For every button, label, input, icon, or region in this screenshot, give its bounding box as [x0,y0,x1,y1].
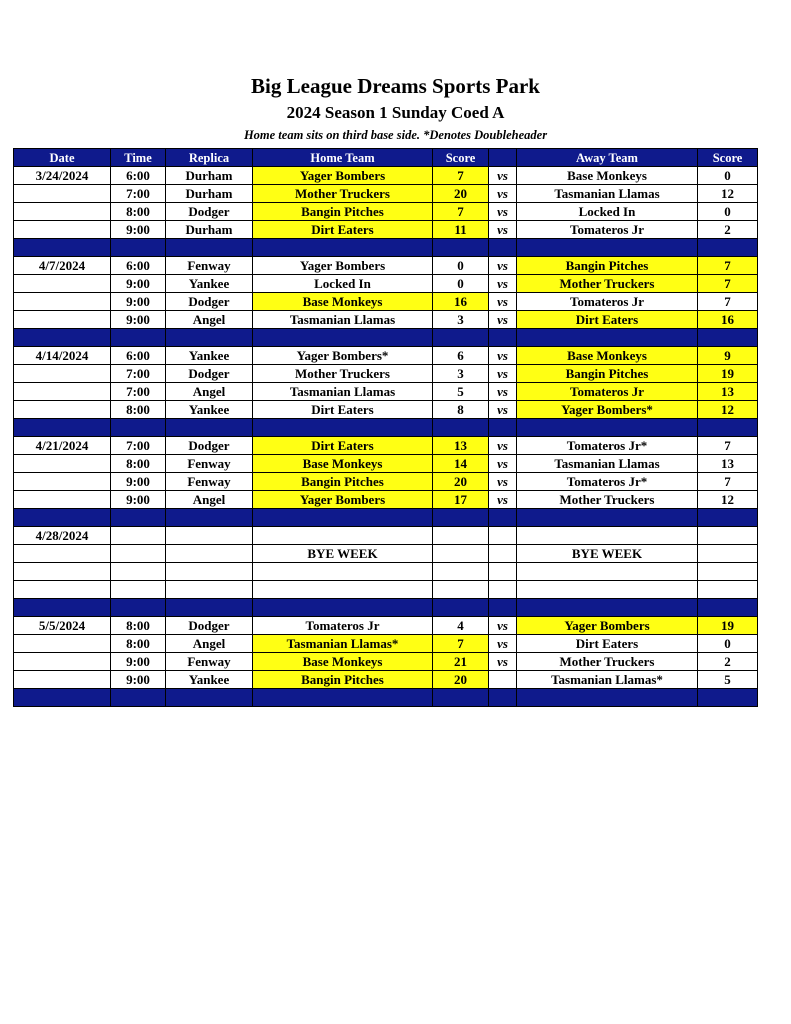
time-cell: 6:00 [111,347,166,365]
home-team-cell: Base Monkeys [253,293,433,311]
away-team-cell: Mother Truckers [517,275,698,293]
separator-cell [14,419,111,437]
home-team-cell [253,527,433,545]
vs-cell: vs [489,311,517,329]
time-cell: 7:00 [111,185,166,203]
replica-cell: Angel [166,491,253,509]
home-score-cell [433,527,489,545]
time-cell: 9:00 [111,293,166,311]
table-row [14,437,758,455]
home-team-cell: Yager Bombers* [253,347,433,365]
away-score-cell: 12 [698,491,758,509]
separator-cell [489,239,517,257]
separator-cell [698,599,758,617]
away-team-cell: Tomateros Jr [517,293,698,311]
separator-cell [166,329,253,347]
home-score-cell: 8 [433,401,489,419]
vs-cell: vs [489,347,517,365]
replica-cell [166,527,253,545]
replica-cell: Yankee [166,347,253,365]
separator-cell [166,689,253,707]
home-team-cell: Mother Truckers [253,365,433,383]
away-score-cell: 2 [698,653,758,671]
schedule-table [13,148,758,707]
home-team-cell: BYE WEEK [253,545,433,563]
home-score-cell: 6 [433,347,489,365]
date-cell [14,275,111,293]
separator-cell [253,599,433,617]
date-cell: 5/5/2024 [14,617,111,635]
week-separator-row [14,509,758,527]
date-cell [14,221,111,239]
away-score-cell: 12 [698,185,758,203]
date-cell: 4/7/2024 [14,257,111,275]
replica-cell: Dodger [166,365,253,383]
away-score-cell: 7 [698,473,758,491]
separator-cell [166,419,253,437]
home-score-cell: 7 [433,167,489,185]
vs-cell [489,581,517,599]
vs-cell: vs [489,257,517,275]
time-cell: 8:00 [111,617,166,635]
away-score-cell: 2 [698,221,758,239]
home-team-cell: Yager Bombers [253,167,433,185]
away-score-cell: 7 [698,257,758,275]
vs-cell: vs [489,185,517,203]
week-separator-row [14,599,758,617]
time-cell [111,545,166,563]
home-team-cell: Bangin Pitches [253,671,433,689]
home-score-cell: 11 [433,221,489,239]
away-team-cell: Tasmanian Llamas [517,185,698,203]
table-row [14,401,758,419]
week-separator-row [14,329,758,347]
separator-cell [489,689,517,707]
page-subtitle: 2024 Season 1 Sunday Coed A [286,103,505,122]
separator-cell [253,689,433,707]
away-team-cell: BYE WEEK [517,545,698,563]
replica-cell: Dodger [166,617,253,635]
home-score-cell: 5 [433,383,489,401]
table-row [14,455,758,473]
separator-cell [166,509,253,527]
table-row [14,347,758,365]
separator-cell [111,509,166,527]
home-team-cell: Base Monkeys [253,455,433,473]
away-score-cell: 13 [698,455,758,473]
home-team-cell: Dirt Eaters [253,221,433,239]
vs-cell: vs [489,365,517,383]
time-cell: 7:00 [111,437,166,455]
home-score-cell: 16 [433,293,489,311]
home-score-cell: 14 [433,455,489,473]
away-team-cell: Mother Truckers [517,653,698,671]
table-row [14,293,758,311]
separator-cell [698,509,758,527]
date-cell [14,185,111,203]
home-score-cell: 7 [433,203,489,221]
home-score-cell: 17 [433,491,489,509]
vs-cell: vs [489,203,517,221]
date-cell [14,581,111,599]
vs-cell [489,671,517,689]
vs-cell: vs [489,221,517,239]
away-team-cell: Yager Bombers [517,617,698,635]
replica-cell: Angel [166,311,253,329]
time-cell: 8:00 [111,635,166,653]
vs-cell: vs [489,491,517,509]
week-separator-row [14,239,758,257]
away-score-cell: 0 [698,203,758,221]
away-team-cell: Base Monkeys [517,347,698,365]
home-score-cell: 7 [433,635,489,653]
home-team-cell: Dirt Eaters [253,437,433,455]
away-score-cell: 0 [698,635,758,653]
separator-cell [489,509,517,527]
separator-cell [698,239,758,257]
replica-cell: Yankee [166,275,253,293]
vs-cell: vs [489,167,517,185]
header-time: Time [111,149,166,167]
vs-cell [489,545,517,563]
home-team-cell: Tasmanian Llamas* [253,635,433,653]
table-row [14,473,758,491]
separator-cell [14,689,111,707]
separator-cell [14,599,111,617]
separator-cell [489,329,517,347]
home-score-cell: 3 [433,365,489,383]
header-replica: Replica [166,149,253,167]
separator-cell [517,329,698,347]
time-cell: 6:00 [111,257,166,275]
away-team-cell: Dirt Eaters [517,311,698,329]
separator-cell [489,599,517,617]
vs-cell: vs [489,617,517,635]
home-score-cell: 21 [433,653,489,671]
replica-cell: Yankee [166,401,253,419]
replica-cell: Fenway [166,473,253,491]
home-team-cell [253,581,433,599]
replica-cell: Yankee [166,671,253,689]
time-cell: 7:00 [111,383,166,401]
week-separator-row [14,689,758,707]
separator-cell [111,239,166,257]
vs-cell: vs [489,293,517,311]
replica-cell: Fenway [166,257,253,275]
away-team-cell: Tomateros Jr* [517,473,698,491]
vs-cell [489,527,517,545]
time-cell: 9:00 [111,653,166,671]
time-cell: 8:00 [111,401,166,419]
table-row [14,167,758,185]
table-row [14,617,758,635]
date-cell [14,401,111,419]
date-cell [14,545,111,563]
time-cell: 9:00 [111,473,166,491]
separator-cell [253,329,433,347]
separator-cell [166,599,253,617]
replica-cell: Dodger [166,437,253,455]
table-row [14,365,758,383]
vs-cell: vs [489,635,517,653]
away-score-cell: 12 [698,401,758,419]
separator-cell [433,239,489,257]
away-score-cell: 7 [698,275,758,293]
away-score-cell: 0 [698,167,758,185]
table-row [14,203,758,221]
away-score-cell: 19 [698,617,758,635]
table-row [14,257,758,275]
home-score-cell [433,563,489,581]
vs-cell: vs [489,275,517,293]
header-home-team: Home Team [253,149,433,167]
away-score-cell [698,545,758,563]
separator-cell [111,689,166,707]
separator-cell [517,599,698,617]
away-team-cell [517,527,698,545]
separator-cell [517,239,698,257]
time-cell: 9:00 [111,275,166,293]
separator-cell [698,689,758,707]
away-team-cell: Yager Bombers* [517,401,698,419]
vs-cell: vs [489,383,517,401]
date-cell [14,635,111,653]
home-team-cell: Tasmanian Llamas [253,383,433,401]
header-away-score: Score [698,149,758,167]
separator-cell [111,329,166,347]
away-team-cell: Tomateros Jr [517,221,698,239]
away-score-cell: 13 [698,383,758,401]
date-cell: 4/14/2024 [14,347,111,365]
date-cell [14,563,111,581]
separator-cell [14,509,111,527]
away-team-cell: Base Monkeys [517,167,698,185]
date-cell [14,455,111,473]
vs-cell: vs [489,455,517,473]
away-team-cell [517,581,698,599]
time-cell [111,563,166,581]
separator-cell [253,509,433,527]
away-score-cell: 16 [698,311,758,329]
home-team-cell: Tasmanian Llamas [253,311,433,329]
replica-cell: Durham [166,167,253,185]
home-score-cell: 20 [433,671,489,689]
table-row [14,653,758,671]
date-cell [14,671,111,689]
home-team-cell: Bangin Pitches [253,203,433,221]
separator-cell [698,329,758,347]
home-team-cell: Bangin Pitches [253,473,433,491]
replica-cell: Dodger [166,293,253,311]
table-row [14,275,758,293]
away-score-cell: 5 [698,671,758,689]
table-row [14,671,758,689]
header-row [14,149,758,167]
date-cell [14,473,111,491]
table-row [14,311,758,329]
vs-cell: vs [489,473,517,491]
week-separator-row [14,419,758,437]
time-cell: 9:00 [111,491,166,509]
separator-cell [166,239,253,257]
away-team-cell: Locked In [517,203,698,221]
home-score-cell: 3 [433,311,489,329]
time-cell [111,527,166,545]
separator-cell [433,689,489,707]
vs-cell: vs [489,653,517,671]
replica-cell: Fenway [166,455,253,473]
time-cell: 7:00 [111,365,166,383]
replica-cell: Durham [166,185,253,203]
date-cell [14,293,111,311]
home-score-cell: 20 [433,185,489,203]
separator-cell [433,419,489,437]
away-score-cell [698,527,758,545]
away-team-cell [517,563,698,581]
date-cell [14,311,111,329]
table-row [14,383,758,401]
replica-cell: Angel [166,383,253,401]
table-row [14,545,758,563]
separator-cell [253,419,433,437]
date-cell [14,203,111,221]
vs-cell: vs [489,401,517,419]
replica-cell [166,563,253,581]
separator-cell [253,239,433,257]
away-team-cell: Bangin Pitches [517,257,698,275]
time-cell: 9:00 [111,311,166,329]
away-score-cell [698,563,758,581]
separator-cell [698,419,758,437]
away-score-cell [698,581,758,599]
header-date: Date [14,149,111,167]
home-team-cell: Locked In [253,275,433,293]
home-team-cell: Tomateros Jr [253,617,433,635]
table-row [14,581,758,599]
page-note: Home team sits on third base side. *Denotes Doubleheader [243,128,548,142]
home-score-cell [433,545,489,563]
separator-cell [517,689,698,707]
away-team-cell: Tasmanian Llamas [517,455,698,473]
date-cell: 3/24/2024 [14,167,111,185]
time-cell: 9:00 [111,221,166,239]
home-team-cell: Mother Truckers [253,185,433,203]
separator-cell [489,419,517,437]
date-cell: 4/21/2024 [14,437,111,455]
separator-cell [14,329,111,347]
separator-cell [111,599,166,617]
replica-cell: Angel [166,635,253,653]
separator-cell [111,419,166,437]
date-cell [14,365,111,383]
home-score-cell: 4 [433,617,489,635]
vs-cell [489,563,517,581]
replica-cell: Durham [166,221,253,239]
home-score-cell [433,581,489,599]
date-cell [14,491,111,509]
header-home-score: Score [433,149,489,167]
time-cell: 6:00 [111,167,166,185]
time-cell: 9:00 [111,671,166,689]
home-team-cell: Yager Bombers [253,491,433,509]
date-cell [14,383,111,401]
date-cell: 4/28/2024 [14,527,111,545]
away-score-cell: 19 [698,365,758,383]
table-row [14,491,758,509]
replica-cell [166,581,253,599]
time-cell: 8:00 [111,203,166,221]
separator-cell [433,599,489,617]
home-team-cell [253,563,433,581]
away-team-cell: Mother Truckers [517,491,698,509]
away-team-cell: Tomateros Jr* [517,437,698,455]
away-score-cell: 9 [698,347,758,365]
replica-cell [166,545,253,563]
table-row [14,527,758,545]
separator-cell [14,239,111,257]
separator-cell [433,329,489,347]
away-team-cell: Tasmanian Llamas* [517,671,698,689]
schedule-body [14,167,758,707]
time-cell: 8:00 [111,455,166,473]
away-team-cell: Tomateros Jr [517,383,698,401]
away-score-cell: 7 [698,437,758,455]
home-team-cell: Base Monkeys [253,653,433,671]
header-vs [489,149,517,167]
replica-cell: Fenway [166,653,253,671]
header-away-team: Away Team [517,149,698,167]
date-cell [14,653,111,671]
replica-cell: Dodger [166,203,253,221]
page-title: Big League Dreams Sports Park [251,74,540,98]
home-team-cell: Yager Bombers [253,257,433,275]
separator-cell [433,509,489,527]
home-score-cell: 13 [433,437,489,455]
separator-cell [517,509,698,527]
time-cell [111,581,166,599]
table-row [14,221,758,239]
home-team-cell: Dirt Eaters [253,401,433,419]
vs-cell: vs [489,437,517,455]
home-score-cell: 20 [433,473,489,491]
away-team-cell: Dirt Eaters [517,635,698,653]
home-score-cell: 0 [433,257,489,275]
table-row [14,635,758,653]
away-score-cell: 7 [698,293,758,311]
table-row [14,185,758,203]
table-row [14,563,758,581]
home-score-cell: 0 [433,275,489,293]
separator-cell [517,419,698,437]
away-team-cell: Bangin Pitches [517,365,698,383]
